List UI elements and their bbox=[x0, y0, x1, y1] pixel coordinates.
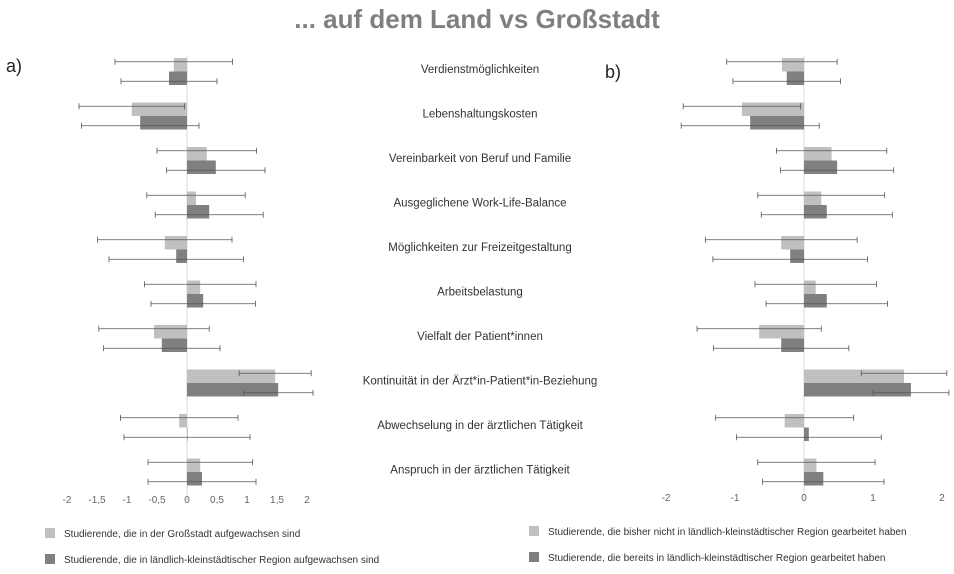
panel-b-bar-s1-c10 bbox=[804, 459, 816, 473]
panel-a-bar-s2-c8 bbox=[187, 383, 278, 397]
panel-a-bar-s1-c8 bbox=[187, 370, 275, 384]
panel-a-x-tick-label: 0,5 bbox=[210, 495, 224, 506]
panel-a-x-tick-label: -2 bbox=[62, 495, 72, 506]
panel-a-bar-s2-c5 bbox=[176, 250, 187, 264]
legend-swatch bbox=[45, 528, 55, 538]
panel-a-bar-s2-c1 bbox=[169, 72, 187, 86]
panel-a-label: a) bbox=[6, 56, 23, 76]
category-label: Vereinbarkeit von Beruf und Familie bbox=[388, 153, 572, 165]
panel-a-bar-s2-c2 bbox=[140, 116, 187, 130]
panel-b-bar-s1-c3 bbox=[804, 147, 832, 161]
panel-a-x-tick-label: 1,5 bbox=[270, 495, 284, 506]
legend-label: Studierende, die in der Großstadt aufgewachsen sind bbox=[64, 529, 301, 540]
panel-b-bar-s1-c8 bbox=[804, 370, 904, 384]
legend-swatch bbox=[529, 552, 539, 562]
panel-a-bar-s1-c10 bbox=[187, 459, 200, 473]
category-label: Ausgeglichene Work-Life-Balance bbox=[393, 197, 567, 210]
panel-a-x-tick-label: -0,5 bbox=[148, 495, 166, 506]
panel-a-x-tick-label: 2 bbox=[304, 495, 310, 506]
legend-swatch bbox=[529, 526, 539, 536]
panel-a-x-tick-label: 1 bbox=[244, 495, 250, 506]
panel-a-bar-s1-c4 bbox=[187, 192, 196, 206]
panel-a-x-tick-label: 0 bbox=[184, 495, 190, 506]
panel-b-bar-s1-c1 bbox=[782, 58, 804, 72]
panel-b-bar-s2-c4 bbox=[804, 205, 827, 219]
panel-a-bar-s2-c9 bbox=[187, 428, 188, 442]
panel-b-bar-s2-c10 bbox=[804, 472, 823, 486]
category-label: Arbeitsbelastung bbox=[437, 286, 523, 299]
panel-b-bar-s2-c1 bbox=[787, 72, 804, 86]
panel-b-bar-s2-c5 bbox=[790, 250, 804, 264]
panel-b-bar-s1-c5 bbox=[781, 236, 804, 250]
category-label: Verdienstmöglichkeiten bbox=[420, 64, 540, 76]
panel-a-bar-s2-c6 bbox=[187, 294, 203, 308]
panel-b-bar-s1-c9 bbox=[785, 414, 804, 428]
panel-b-x-tick-label: -2 bbox=[661, 493, 671, 504]
legend-label: Studierende, die bisher nicht in ländlich-kleinstädtischer Region gearbeitet haben bbox=[548, 527, 907, 538]
panel-a-bar-s1-c9 bbox=[179, 414, 187, 428]
panel-b-x-tick-label: 1 bbox=[870, 493, 876, 504]
panel-b-bar-s2-c6 bbox=[804, 294, 827, 308]
panel-a-bar-s1-c7 bbox=[154, 325, 187, 339]
category-label: Vielfalt der Patient*innen bbox=[417, 331, 543, 343]
panel-b-x-tick-label: 0 bbox=[801, 493, 807, 504]
panel-b-bar-s1-c6 bbox=[804, 281, 816, 295]
panel-b-bar-s1-c2 bbox=[742, 103, 804, 117]
panel-a-bar-s1-c3 bbox=[187, 147, 207, 161]
category-label: Lebenshaltungskosten bbox=[422, 108, 538, 121]
legend-swatch bbox=[45, 554, 55, 564]
panel-a-x-tick-label: -1,5 bbox=[88, 495, 106, 506]
panel-b-bar-s2-c3 bbox=[804, 161, 837, 175]
panel-a-bar-s1-c2 bbox=[132, 103, 187, 117]
panel-a-bar-s2-c3 bbox=[187, 161, 216, 175]
panel-a-bar-s2-c4 bbox=[187, 205, 209, 219]
panel-a-bar-s2-c10 bbox=[187, 472, 202, 486]
chart-title: ... auf dem Land vs Großstadt bbox=[294, 4, 660, 34]
category-label: Anspruch in der ärztlichen Tätigkeit bbox=[390, 464, 570, 477]
panel-b-bar-s2-c8 bbox=[804, 383, 911, 397]
panel-b-label: b) bbox=[605, 62, 622, 82]
panel-b-x-tick-label: -1 bbox=[730, 493, 740, 504]
category-label: Abwechselung in der ärztlichen Tätigkeit bbox=[377, 420, 583, 432]
panel-b-bar-s2-c9 bbox=[804, 428, 809, 442]
panel-b-bar-s1-c7 bbox=[759, 325, 804, 339]
panel-b-bar-s1-c4 bbox=[804, 192, 821, 206]
panel-b-bar-s2-c2 bbox=[750, 116, 804, 130]
panel-a-bar-s1-c1 bbox=[174, 58, 187, 72]
category-label: Kontinuität in der Ärzt*in-Patient*in-Beziehung bbox=[362, 375, 598, 388]
category-label: Möglichkeiten zur Freizeitgestaltung bbox=[388, 242, 572, 254]
panel-a-bar-s1-c5 bbox=[165, 236, 187, 250]
panel-b-bar-s2-c7 bbox=[781, 339, 804, 353]
legend-label: Studierende, die bereits in ländlich-kleinstädtischer Region gearbeitet haben bbox=[548, 553, 886, 564]
panel-a-bar-s1-c6 bbox=[187, 281, 200, 295]
panel-a-bar-s2-c7 bbox=[162, 339, 187, 353]
panel-b-x-tick-label: 2 bbox=[939, 493, 945, 504]
legend-label: Studierende, die in ländlich-kleinstädtischer Region aufgewachsen sind bbox=[64, 555, 380, 566]
panel-a-x-tick-label: -1 bbox=[122, 495, 132, 506]
